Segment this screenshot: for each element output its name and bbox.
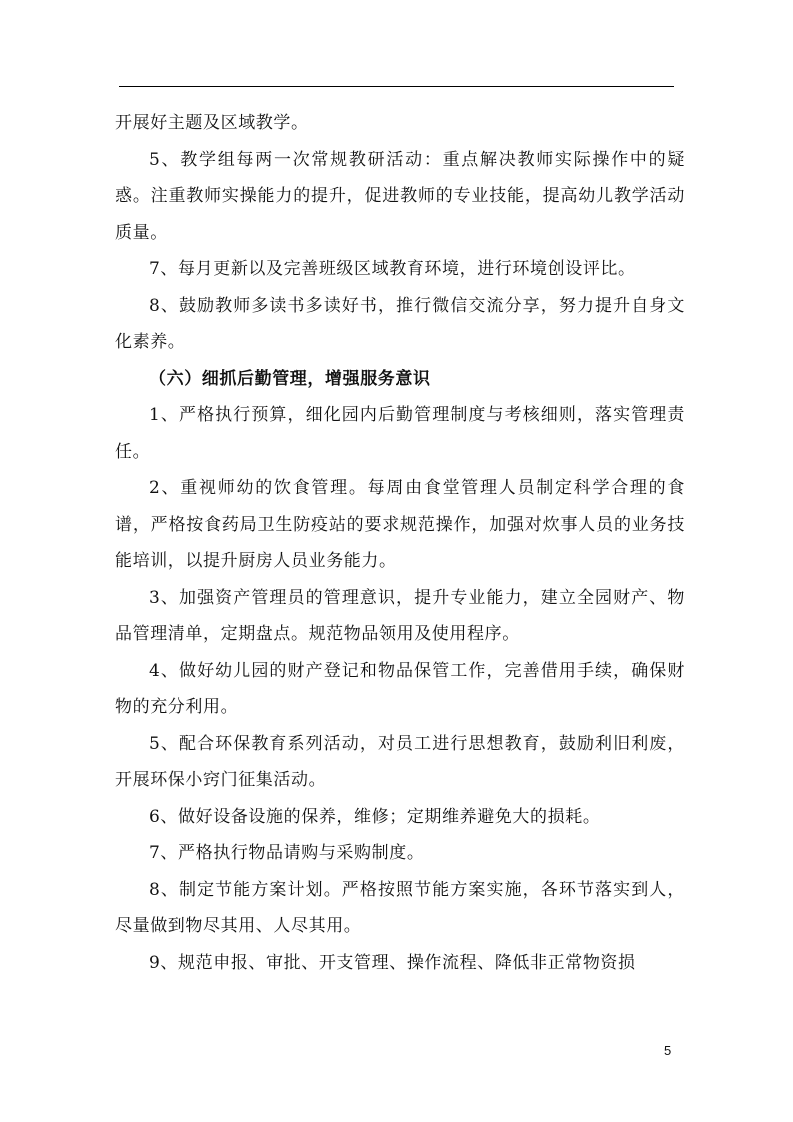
section-heading: （六）细抓后勤管理，增强服务意识: [149, 368, 431, 389]
paragraph: 6、做好设备设施的保养，维修；定期维养避免大的损耗。: [149, 806, 601, 827]
page-number: 5: [664, 1043, 672, 1058]
paragraph: 8、制定节能方案计划。严格按照节能方案实施，各环节落实到人，尽量做到物尽其用、人尽其用。: [115, 879, 685, 936]
paragraph: 4、做好幼儿园的财产登记和物品保管工作，完善借用手续，确保财物的充分利用。: [115, 660, 685, 717]
paragraph: 3、加强资产管理员的管理意识，提升专业能力，建立全园财产、物品管理清单，定期盘点。规范物品领用及使用程序。: [115, 587, 685, 644]
paragraph: 8、鼓励教师多读书多读好书，推行微信交流分享，努力提升自身文化素养。: [115, 295, 685, 352]
header-rule: [119, 86, 674, 87]
paragraph: 2、重视师幼的饮食管理。每周由食堂管理人员制定科学合理的食谱，严格按食药局卫生防疫站的要求规范操作，加强对炊事人员的业务技能培训，以提升厨房人员业务能力。: [115, 478, 685, 571]
paragraph: 5、教学组每两一次常规教研活动：重点解决教师实际操作中的疑惑。注重教师实操能力的提升，促进教师的专业技能，提高幼儿教学活动质量。: [115, 149, 685, 243]
paragraph: 5、配合环保教育系列活动，对员工进行思想教育，鼓励利旧利废，开展环保小窍门征集活动。: [115, 733, 685, 790]
paragraph: 9、规范申报、审批、开支管理、操作流程、降低非正常物资损: [149, 952, 636, 973]
paragraph: 7、严格执行物品请购与采购制度。: [149, 843, 425, 863]
paragraph: 7、每月更新以及完善班级区域教育环境，进行环境创设评比。: [149, 259, 636, 279]
document-body: [115, 105, 685, 981]
paragraph: 开展好主题及区域教学。: [115, 113, 309, 133]
paragraph: 1、严格执行预算，细化园内后勤管理制度与考核细则，落实管理责任。: [115, 405, 685, 462]
